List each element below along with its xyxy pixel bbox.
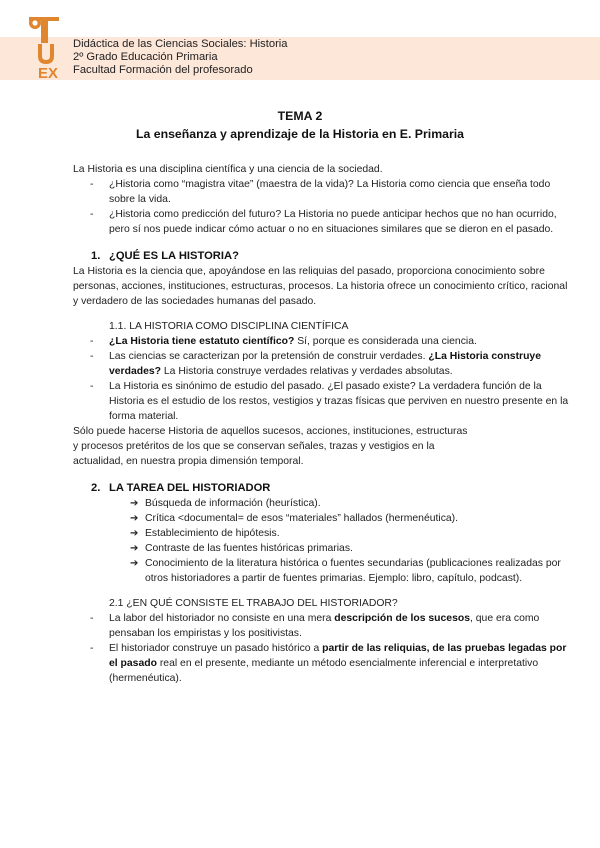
section-1-closing: Sólo puede hacerse Historia de aquellos sucesos, acciones, instituciones, estructuras y procesos pretéritos de los que se conservan señales, trazas y vestigios en la actualidad, en nuestra propia dimensión temporal. (73, 426, 468, 467)
intro-bullet: - ¿Historia como predicción del futuro? La Historia no puede anticipar hechos que no han ocurrido, pero sí nos puede indicar cómo actuar o no en situaciones similares que se dieron en el pasado. (90, 209, 557, 235)
header-degree: 2º Grado Educación Primaria (73, 51, 218, 64)
university-logo (27, 14, 67, 80)
section-1-paragraph: La Historia es la ciencia que, apoyándose en las reliquias del pasado, proporciona conocimiento sobre personas, acciones, instituciones, estructuras, procesos. La historia ofrece un conocimiento crítico, racional y verdadero de las sociedades humanas del pasado. (73, 266, 568, 307)
task-list-item: ➔ Establecimiento de hipótesis. (130, 528, 280, 539)
doc-title-theme: TEMA 2 (277, 109, 323, 123)
section-1-bullet: - Las ciencias se caracterizan por la pretensión de construir verdades. ¿La Historia construye verdades? La Historia construye verdades relativas y verdades absolutas. (90, 351, 541, 377)
header-faculty: Facultad Formación del profesorado (73, 64, 253, 77)
course-header (73, 38, 288, 78)
section-1-heading: 1. ¿QUÉ ES LA HISTORIA? (91, 250, 239, 262)
task-list-item: ➔ Contraste de las fuentes históricas primarias. (130, 543, 353, 554)
logo-text: EX (38, 65, 59, 80)
section-1-bullet: - La Historia es sinónimo de estudio del pasado. ¿El pasado existe? La verdadera función de la Historia es el estudio de los restos, vestigios y trazas físicas que perviven en nuestro presente en la forma material. (90, 381, 569, 422)
section-2-heading: 2. LA TAREA DEL HISTORIADOR (91, 482, 271, 494)
intro-bullet: - ¿Historia como “magistra vitae” (maestra de la vida)? La Historia como ciencia que enseña todo sobre la vida. (90, 179, 551, 205)
header-course-title: Didáctica de las Ciencias Sociales: Historia (73, 38, 288, 50)
section-2-bullet: - El historiador construye un pasado histórico a partir de las reliquias, de las pruebas legadas por el pasado real en el presente, mediante un método esencialmente inferencial e interpretativo (hermenéutica). (90, 643, 567, 684)
subsection-2-1-heading: 2.1 ¿EN QUÉ CONSISTE EL TRABAJO DEL HISTORIADOR? (109, 598, 398, 609)
task-list-item: ➔ Búsqueda de información (heurística). (130, 498, 321, 509)
task-list-item: ➔ Conocimiento de la literatura histórica o fuentes secundarias (publicaciones realizadas por otros historiadores a partir de fuentes primarias. Ejemplo: libro, capítulo, podcast). (130, 558, 561, 584)
task-list-item: ➔ Crítica <documental= de esos “materiales” hallados (hermenéutica). (130, 513, 459, 524)
section-1-bullet: - ¿La Historia tiene estatuto científico? Sí, porque es considerada una ciencia. (90, 336, 477, 347)
subsection-1-1-heading: 1.1. LA HISTORIA COMO DISCIPLINA CIENTÍFICA (109, 321, 349, 332)
doc-title: La enseñanza y aprendizaje de la Historia en E. Primaria (135, 127, 465, 141)
document-body (73, 162, 573, 686)
intro-text: La Historia es una disciplina científica y una ciencia de la sociedad. (73, 164, 383, 175)
section-2-bullet: - La labor del historiador no consiste en una mera descripción de los sucesos, que era como pensaban los empiristas y los positivistas. (90, 613, 540, 639)
